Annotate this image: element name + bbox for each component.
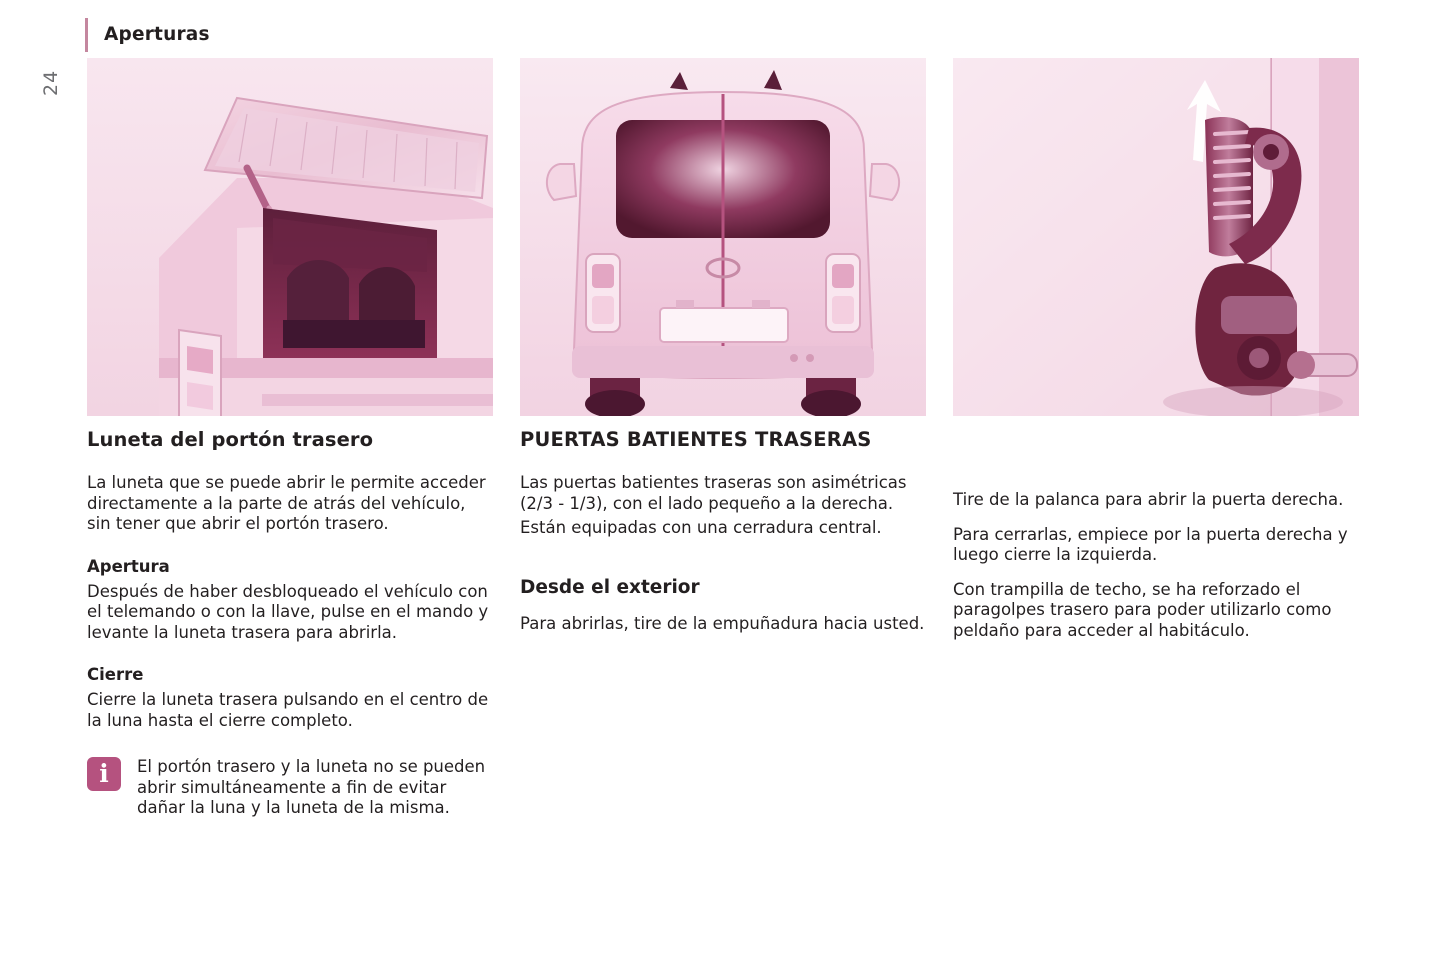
right-text-column: [953, 428, 1359, 655]
tailgate-window-open-photo: [87, 58, 493, 416]
page-number: 24: [40, 69, 62, 96]
right-paragraph-2: Para cerrarlas, empiece por la puerta derecha y luego cierre la izquierda.: [953, 524, 1348, 564]
left-section-title: Luneta del portón trasero: [87, 428, 374, 451]
left-subheading-cierre: Cierre: [87, 665, 144, 684]
right-paragraph-3: Con trampilla de techo, se ha reforzado el paragolpes trasero para poder utilizarlo como peldaño para acceder al habitáculo.: [953, 579, 1332, 640]
tailgate-illustration: [87, 58, 493, 416]
left-intro-paragraph: La luneta que se puede abrir le permite acceder directamente a la parte de atrás del vehículo, sin tener que abrir el portón trasero.: [87, 473, 486, 533]
left-text-column: [87, 428, 493, 821]
header-accent-rule: [85, 18, 88, 52]
middle-paragraph-2: Están equipadas con una cerradura central.: [520, 518, 882, 537]
middle-section-title: PUERTAS BATIENTES TRASERAS: [520, 428, 872, 451]
middle-subheading-exterior: Desde el exterior: [520, 576, 700, 598]
left-cierre-paragraph: Cierre la luneta trasera pulsando en el centro de la luna hasta el cierre completo.: [87, 690, 489, 730]
right-paragraph-1: Tire de la palanca para abrir la puerta derecha.: [953, 490, 1344, 509]
left-subheading-apertura: Apertura: [87, 556, 170, 576]
page-title: Aperturas: [104, 24, 210, 45]
middle-paragraph-1: Las puertas batientes traseras son asimétricas (2/3 - 1/3), con el lado pequeño a la derecha.: [520, 473, 907, 513]
info-note: [87, 757, 493, 821]
middle-exterior-paragraph: Para abrirlas, tire de la empuñadura hacia usted.: [520, 613, 925, 633]
door-lever-detail-photo: [953, 58, 1359, 416]
info-icon: i: [87, 757, 121, 791]
rear-swing-doors-photo: [520, 58, 926, 416]
lever-illustration: [953, 58, 1359, 416]
middle-text-column: [520, 428, 926, 648]
info-note-text: El portón trasero y la luneta no se pueden abrir simultáneamente a fin de evitar dañar la luna y la luneta de la misma.: [137, 757, 486, 817]
rear-view-illustration: [520, 58, 926, 416]
left-apertura-paragraph: Después de haber desbloqueado el vehículo con el telemando o con la llave, pulse en el mando y levante la luneta trasera para abrirla.: [87, 581, 489, 642]
figure-row: [0, 58, 1445, 418]
